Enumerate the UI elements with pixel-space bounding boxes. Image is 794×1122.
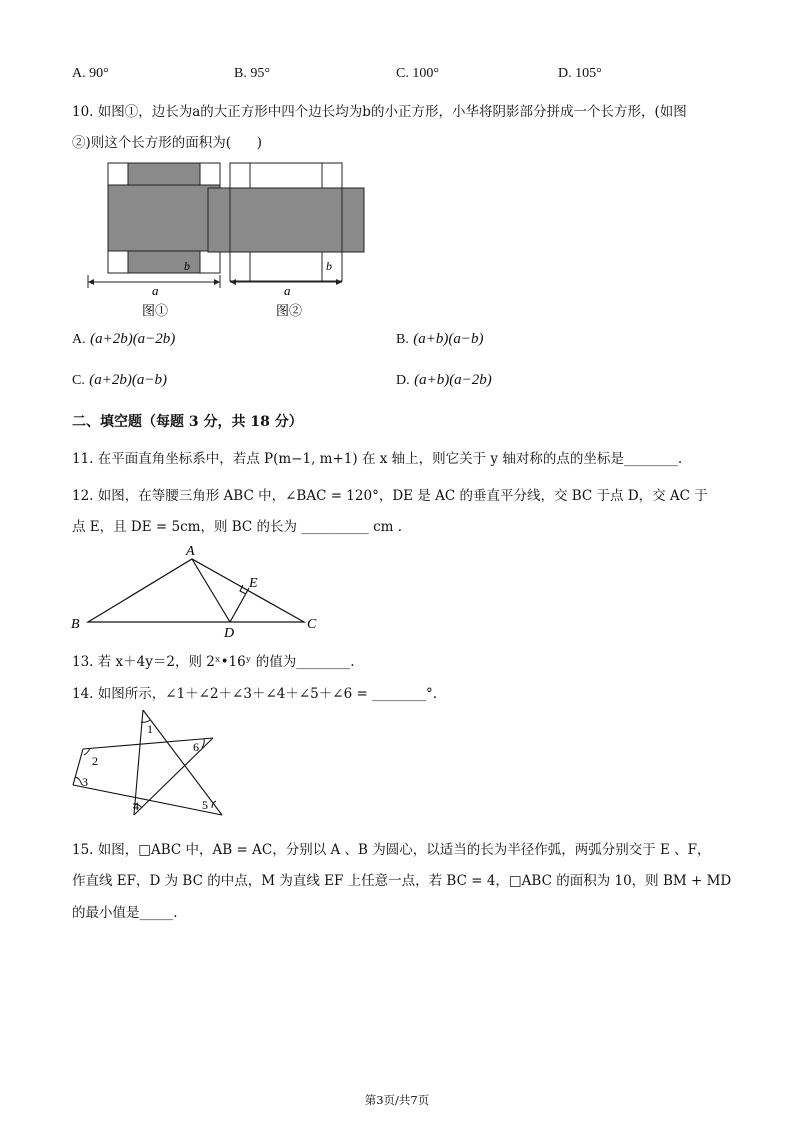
label-e: E [249, 576, 258, 591]
q13-stem: 13. 若 x＋4y＝2，则 2ˣ•16ʸ 的值为________. [72, 654, 355, 670]
segment-de [230, 588, 249, 622]
q12-stem-line1: 12. 如图，在等腰三角形 ABC 中，∠BAC = 120°，DE 是 AC 的垂直平分线，交 BC 于点 D，交 AC 于 [72, 488, 708, 504]
q15-stem-line1: 15. 如图，□ABC 中，AB = AC，分别以 A 、B 为圆心，以适当的长为半径作弧，两弧分别交于 E 、F， [72, 842, 711, 858]
q10-option-b: B. (a+b)(a−b) [396, 331, 484, 347]
fig2-shaded-rectangle [208, 188, 364, 252]
fig1-corner-tl [108, 163, 128, 185]
fig1-label-b: b [184, 259, 190, 273]
angle-label-2: 2 [92, 754, 98, 768]
triangle-abc [88, 559, 304, 622]
q10-stem-line1: 10. 如图①，边长为a的大正方形中四个边长均为b的小正方形，小华将阴影部分拼成一个长方形，(如图 [72, 104, 687, 120]
angle-label-6: 6 [193, 740, 199, 754]
q10-figure-2 [208, 163, 364, 318]
q12-triangle-figure [66, 540, 336, 640]
angle-label-3: 3 [82, 775, 88, 789]
q15-stem-line3: 的最小值是_____. [72, 905, 178, 921]
q9-option-a: A. 90° [72, 66, 109, 81]
fig1-shaded-middle [108, 185, 220, 251]
angle-label-1: 1 [147, 722, 153, 736]
angle-label-5: 5 [202, 798, 208, 812]
q12-stem-line2: 点 E，且 DE = 5cm，则 BC 的长为 __________ cm . [72, 519, 403, 535]
section-heading-fill-in: 二、填空题（每题 3 分，共 18 分） [72, 414, 303, 430]
q9-option-c: C. 100° [396, 66, 439, 81]
fig1-caption: 图① [142, 303, 169, 318]
label-c: C [307, 617, 317, 632]
q10-option-c: C. (a+2b)(a−b) [72, 372, 168, 388]
label-b: B [71, 617, 80, 632]
q14-stem: 14. 如图所示，∠1＋∠2＋∠3＋∠4＋∠5＋∠6 = ________°. [72, 686, 438, 702]
page-number-footer: 第3页/共7页 [364, 1093, 430, 1107]
fig2-label-b: b [326, 259, 332, 273]
q9-option-b: B. 95° [234, 66, 270, 81]
angle-label-4: 4 [133, 799, 139, 813]
fig1-corner-tr [200, 163, 220, 185]
label-d: D [224, 626, 235, 640]
q14-star-figure [66, 705, 231, 823]
q10-option-a: A. (a+2b)(a−2b) [72, 331, 176, 347]
fig1-corner-br [200, 251, 220, 273]
label-a: A [186, 544, 195, 559]
fig2-caption: 图② [276, 303, 303, 318]
q10-figure-1 [88, 163, 220, 318]
fig2-label-a: a [284, 283, 291, 298]
fig1-corner-bl [108, 251, 128, 273]
fig1-label-a: a [152, 283, 159, 298]
q10-option-d: D. (a+b)(a−2b) [396, 372, 492, 388]
segment-ad [192, 559, 230, 622]
fig1-shaded-top [128, 163, 200, 185]
q11-stem: 11. 在平面直角坐标系中，若点 P(m−1, m+1) 在 x 轴上，则它关于 y 轴对称的点的坐标是________. [72, 451, 683, 467]
q10-stem-line2: ②)则这个长方形的面积为( ) [72, 135, 263, 151]
q10-figures [80, 155, 380, 320]
q15-stem-line2: 作直线 EF，D 为 BC 的中点，M 为直线 EF 上任意一点，若 BC = 4，□ABC 的面积为 10，则 BM + MD [72, 873, 732, 889]
q9-option-d: D. 105° [558, 66, 602, 81]
